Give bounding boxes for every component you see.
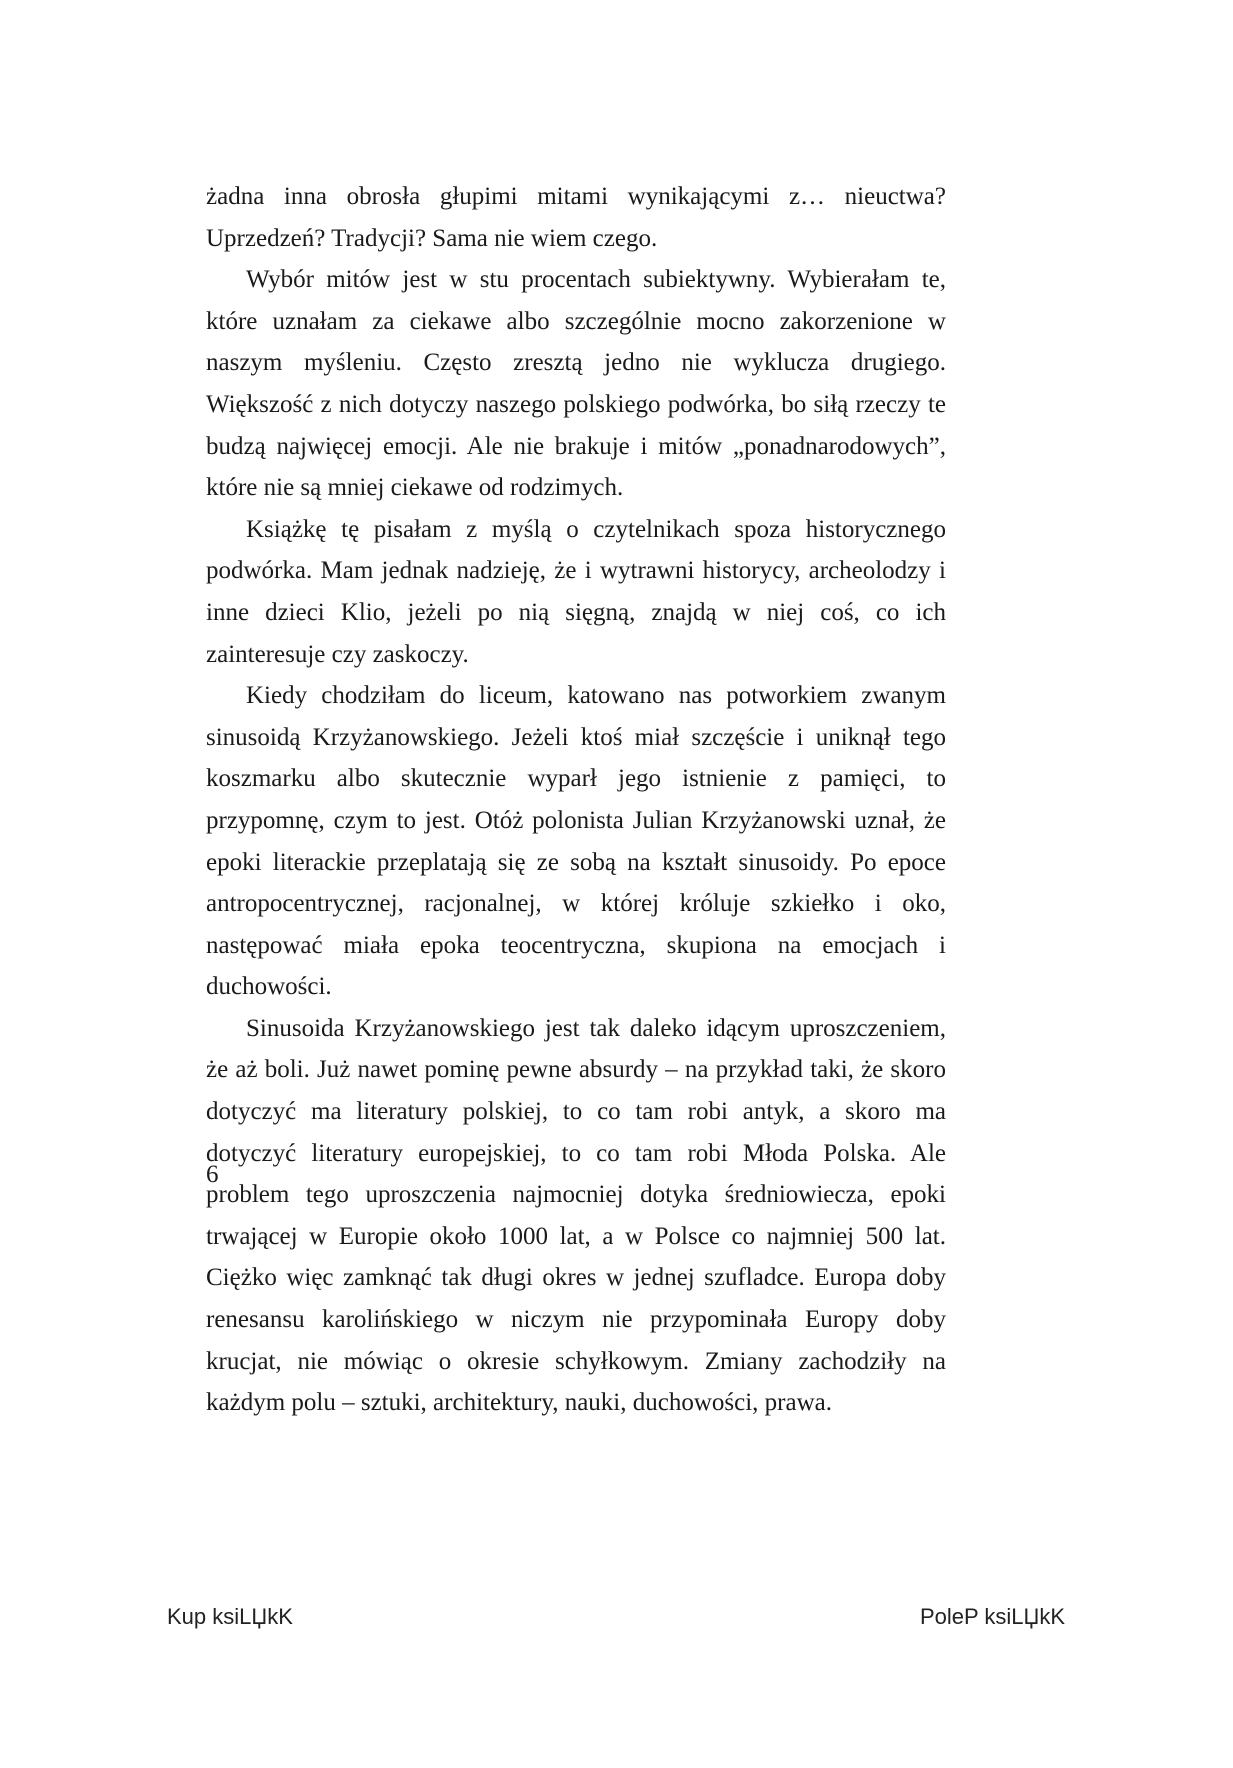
- paragraph-2: Wybór mitów jest w stu procentach subiektywny. Wybierałam te, które uznałam za ciekawe albo szczególnie mocno zakorzenione w naszym myśleniu. Często zresztą jedno nie wyklucza drugiego. Większość z nich dotyczy naszego polskiego podwórka, bo siłą rzeczy te budzą najwięcej emocji. Ale nie brakuje i mitów „ponadnarodowych”, które nie są mniej ciekawe od rodzimych.: [206, 266, 946, 502]
- paragraph-4: Kiedy chodziłam do liceum, katowano nas potworkiem zwanym sinusoidą Krzyżanowskiego. Jeżeli ktoś miał szczęście i uniknął tego koszmarku albo skutecznie wyparł jego istnienie z pamięci, to przypomnę, czym to jest. Otóż polonista Julian Krzyżanowski uznał, że epoki literackie przeplatają się ze sobą na kształt sinusoidy. Po epoce antropocentrycznej, racjonalnej, w której króluje szkiełko i oko, następować miała epoka teocentryczna, skupiona na emocjach i duchowości.: [206, 682, 946, 1001]
- page-number: 6: [206, 1161, 219, 1188]
- page-body: [206, 176, 946, 1424]
- paragraph-1: żadna inna obrosła głupimi mitami wynikającymi z… nieuctwa? Uprzedzeń? Tradycji? Sama nie wiem czego.: [206, 183, 946, 252]
- paragraph-5: Sinusoida Krzyżanowskiego jest tak daleko idącym uproszczeniem, że aż boli. Już nawet pominę pewne absurdy – na przykład taki, że skoro dotyczyć ma literatury polskiej, to co tam robi antyk, a skoro ma dotyczyć literatury europejskiej, to co tam robi Młoda Polska. Ale problem tego uproszczenia najmocniej dotyka średniowiecza, epoki trwającej w Europie około 1000 lat, a w Polsce co najmniej 500 lat. Ciężko więc zamknąć tak długi okres w jednej szufladce. Europa doby renesansu karolińskiego w niczym nie przypominała Europy doby krucjat, nie mówiąc o okresie schyłkowym. Zmiany zachodziły na każdym polu – sztuki, architektury, nauki, duchowości, prawa.: [206, 1014, 946, 1417]
- footer-buy-book-link[interactable]: Kup ksiLЏkK: [167, 1604, 293, 1629]
- footer-recommend-book-link[interactable]: PoleP ksiLЏkK: [919, 1604, 1065, 1629]
- paragraph-3: Książkę tę pisałam z myślą o czytelnikach spoza historycznego podwórka. Mam jednak nadzieję, że i wytrawni historycy, archeolodzy i inne dzieci Klio, jeżeli po nią sięgną, znajdą w niej coś, co ich zainteresuje czy zaskoczy.: [206, 515, 946, 668]
